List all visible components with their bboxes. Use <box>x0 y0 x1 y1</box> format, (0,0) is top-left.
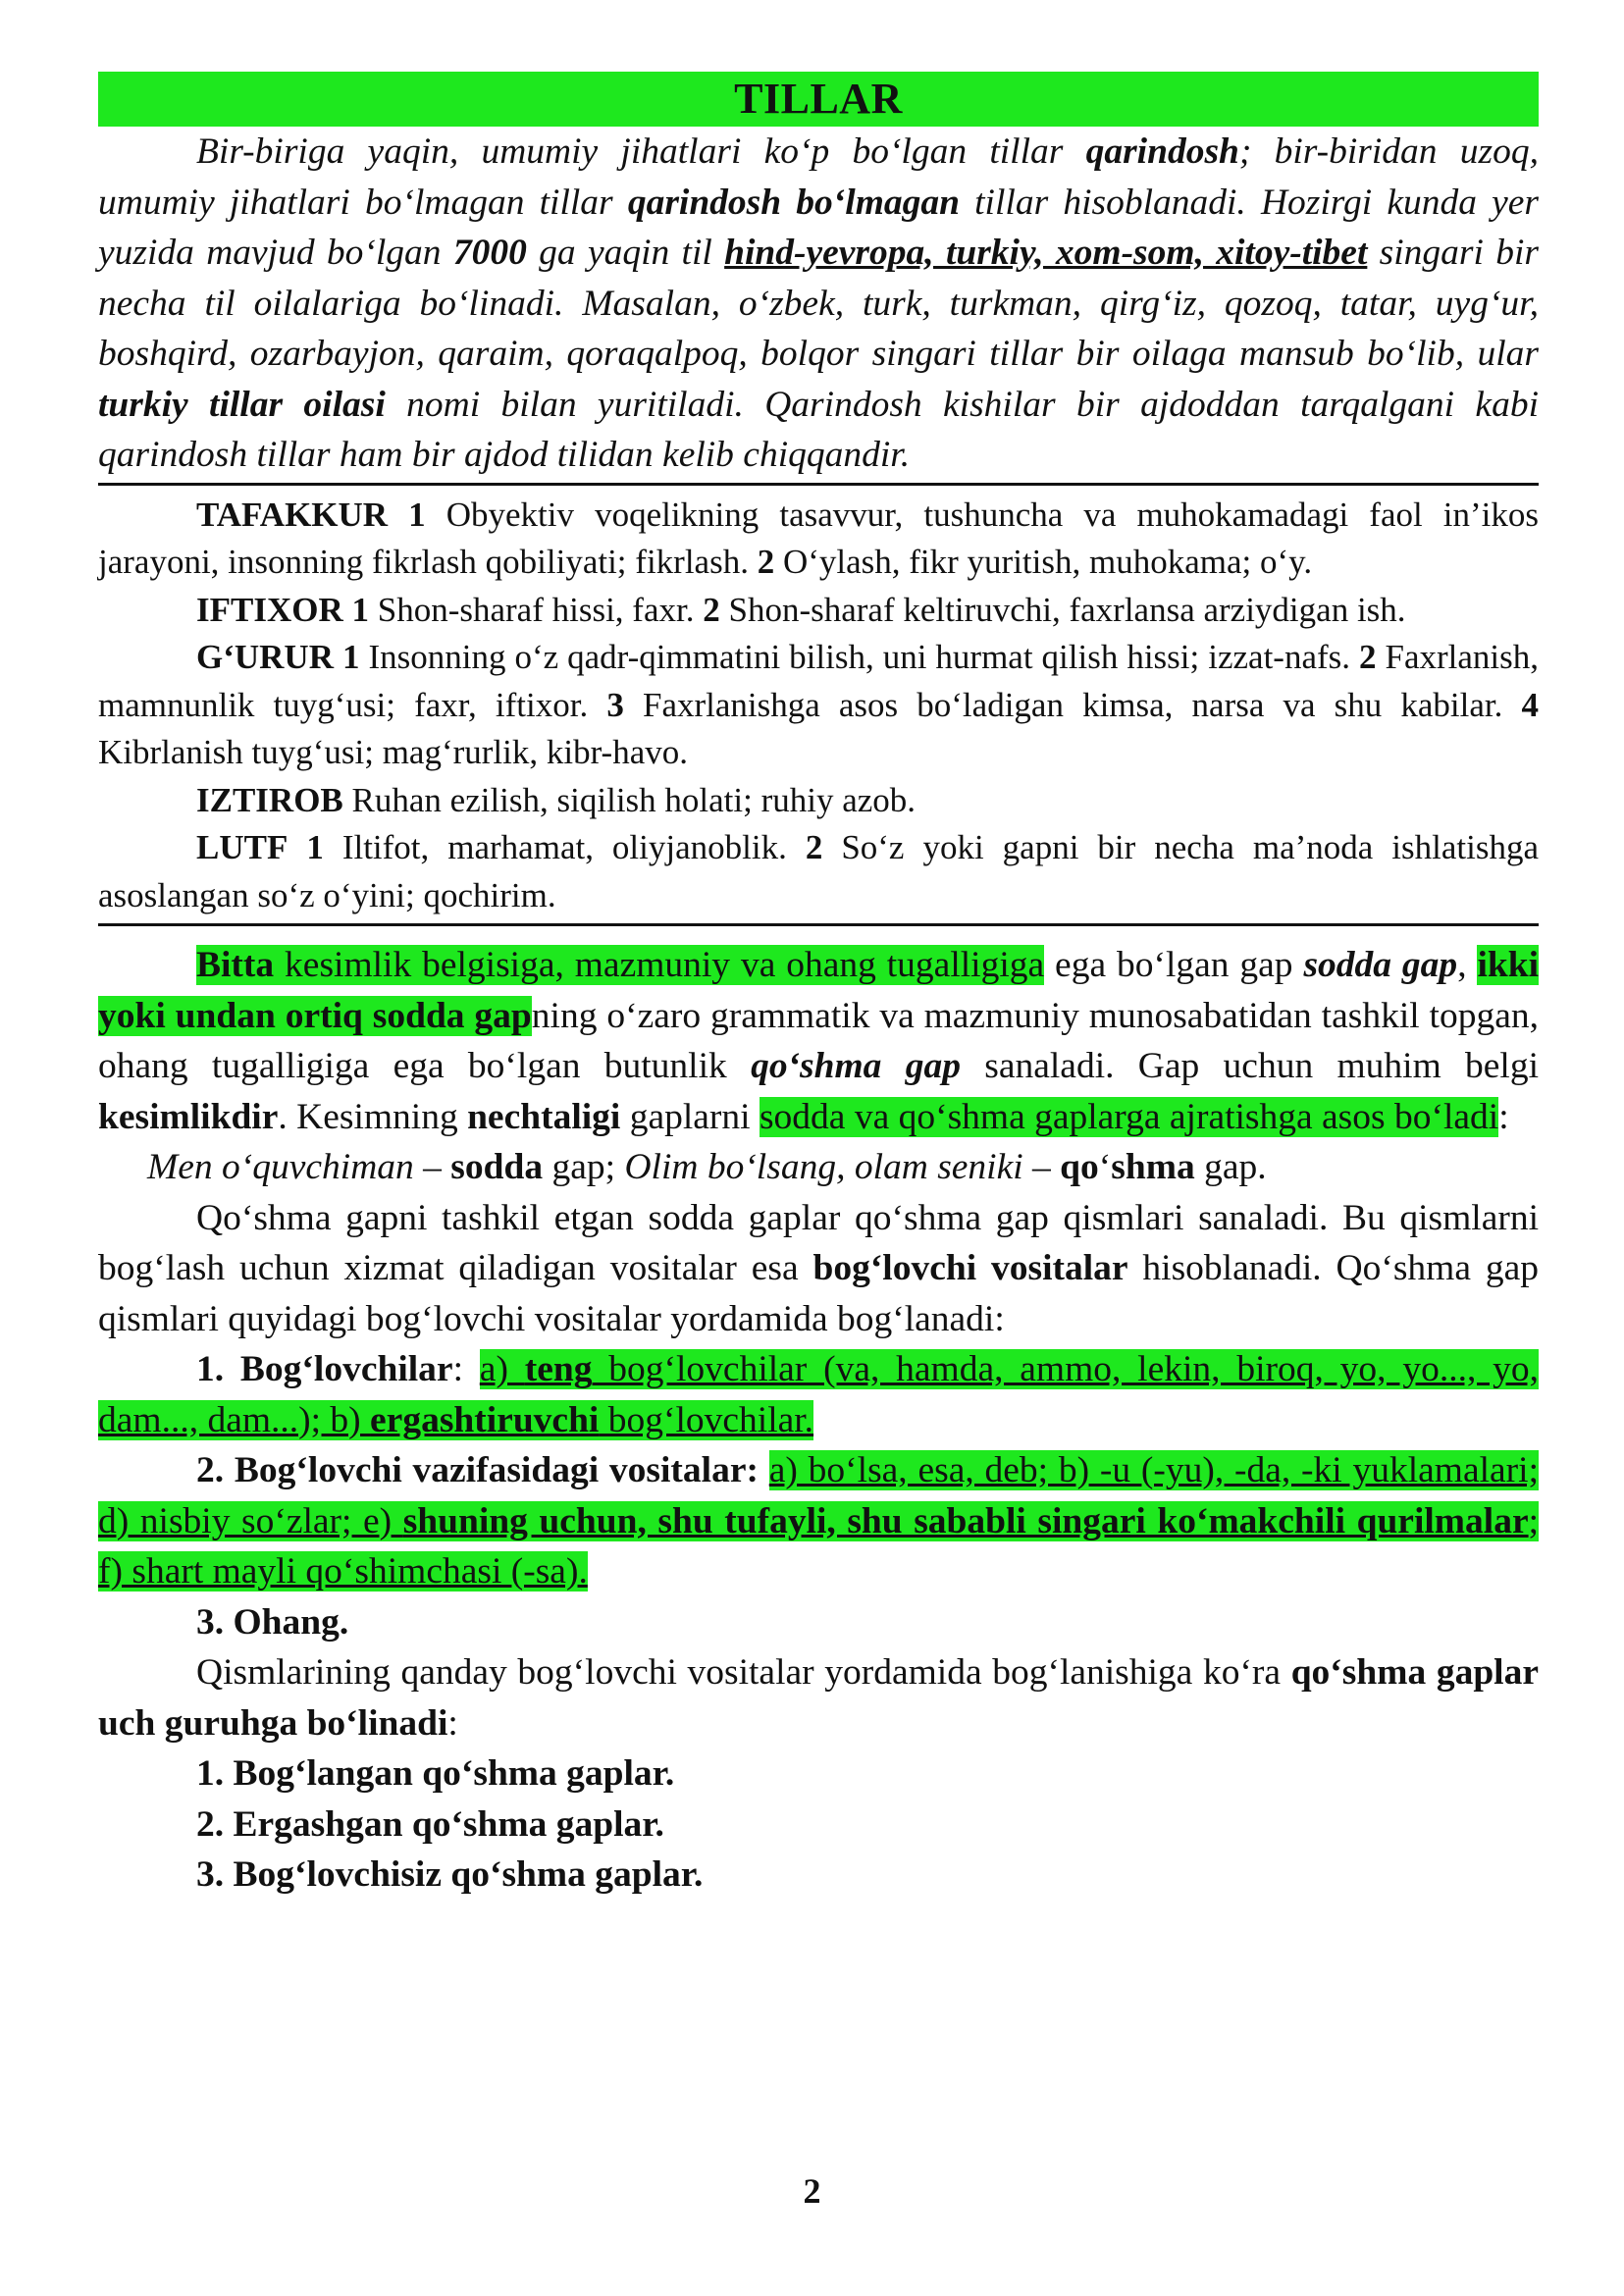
text: – <box>1022 1147 1061 1187</box>
text: singari bir necha til oilalariga bo‘linadi. Masalan, o‘zbek, turk, turkman, qirg‘iz, qozoq, tatar, uyg‘ur, boshqird, ozarbayjon, qaraim, qoraqalpoq, bolqor singari tillar bir oilaga mansub bo‘lib, ular <box>98 233 1539 374</box>
text: gap. <box>1194 1147 1267 1187</box>
grammar-paragraph-1 <box>98 940 1539 1142</box>
text: a) bo‘lsa, esa, deb; b) -u (-yu), -da, -ki yuklamalari; d) nisbiy so‘zlar; e) <box>98 1450 1540 1541</box>
bold-text: teng <box>524 1349 593 1389</box>
sense-number: 2 <box>757 543 775 581</box>
sense-number: 1 <box>306 828 324 866</box>
entry-head: TAFAKKUR <box>196 495 389 534</box>
text: bog‘lovchilar. <box>599 1399 814 1440</box>
entry-head: LUTF <box>196 828 288 866</box>
term-qarindosh-bolmagan: qarindosh bo‘lmagan <box>627 182 960 223</box>
term-qoshma-gap: qo‘shma gap <box>751 1046 961 1086</box>
bold-text: shuning uchun, shu tufayli, shu sababli singari ko‘makchili qurilmalar <box>402 1500 1529 1541</box>
text <box>759 1450 769 1490</box>
sense-text: Insonning o‘z qadr-qimmatini bilish, uni hurmat qilish hissi; izzat-nafs. <box>359 638 1359 676</box>
grammar-section <box>98 926 1539 1901</box>
term-kesimlik: kesimlikdir <box>98 1096 279 1137</box>
sense-text: Iltifot, marhamat, oliyjanoblik. <box>323 828 806 866</box>
text: nomi bilan yuritiladi. Qarindosh kishilar bir ajdoddan tarqalgani kabi qarindosh tillar ham bir ajdod tilidan kelib chiqqandir. <box>98 384 1539 475</box>
text: a) <box>479 1349 525 1389</box>
group-item: 1. Bog‘langan qo‘shma gaplar. <box>196 1753 675 1794</box>
sense-text: Faxrlanishga asos bo‘ladigan kimsa, narsa va shu kabilar. <box>623 685 1522 724</box>
intro-section <box>98 127 1539 486</box>
example-sentence: Men o‘quvchiman <box>147 1147 414 1187</box>
bold-text: shma <box>1111 1147 1195 1187</box>
dictionary-entry <box>98 824 1539 919</box>
term-turkiy-tillar: turkiy tillar oilasi <box>98 384 386 425</box>
list-item-1 <box>98 1344 1539 1445</box>
bold-text: qo <box>1060 1147 1099 1187</box>
bold-text: ergashtiruvchi <box>370 1399 600 1440</box>
highlight <box>196 945 1044 985</box>
text: kesimlik belgisiga, mazmuniy va ohang tugalligiga <box>274 945 1045 985</box>
text: Qo‘shma gapni tashkil etgan sodda gaplar qo‘shma gap qismlari sanaladi. Bu qismlarni bog‘lash uchun xizmat qiladigan vositalar esa <box>98 1197 1539 1288</box>
text: bog‘lovchilar (va, hamda, ammo, lekin, biroq, yo, yo..., yo, dam..., dam...); b) <box>98 1349 1539 1440</box>
group-item: 3. Bog‘lovchisiz qo‘shma gaplar. <box>196 1854 704 1895</box>
grammar-paragraph-2 <box>98 1193 1539 1345</box>
page-number: 2 <box>803 2171 821 2211</box>
example-line <box>98 1142 1539 1193</box>
highlight: ikki yoki undan ortiq sodda gap <box>98 945 1540 1036</box>
text: : <box>447 1702 458 1744</box>
sense-text: Shon-sharaf keltiruvchi, faxrlansa arziydigan ish. <box>719 590 1406 629</box>
sense-number: 1 <box>408 495 426 534</box>
text: sanaladi. Gap uchun muhim belgi <box>960 1046 1539 1086</box>
bold-text: Bitta <box>196 945 275 985</box>
dictionary-entry <box>98 634 1539 777</box>
text: ega bo‘lgan gap <box>1044 945 1304 985</box>
list-item-3: 3. Ohang. <box>196 1601 349 1643</box>
text: gaplarni <box>620 1096 760 1137</box>
dictionary-entry <box>98 492 1539 587</box>
document-page <box>98 72 1539 1901</box>
sense-text: Shon-sharaf hissi, faxr. <box>369 590 704 629</box>
list-item-2 <box>98 1445 1539 1597</box>
dictionary-entry <box>98 777 1539 825</box>
list-heading: 2. Bog‘lovchi vazifasidagi vositalar: <box>196 1450 759 1490</box>
sense-number: 1 <box>341 638 360 676</box>
sense-text: So‘z yoki gapni bir necha ma’noda ishlatishga asoslangan so‘z o‘yini; qochirim. <box>98 828 1539 914</box>
list-heading: 1. Bog‘lovchilar <box>196 1349 453 1389</box>
term-boglovchi-vositalar: bog‘lovchi vositalar <box>812 1248 1128 1288</box>
intro-paragraph <box>98 127 1539 481</box>
text: , <box>1457 945 1478 985</box>
text: Qismlarining qanday bog‘lovchi vositalar yordamida bog‘lanishiga ko‘ra <box>196 1652 1291 1693</box>
sense-text: O‘ylash, fikr yuritish, muhokama; o‘y. <box>774 543 1313 581</box>
sense-number: 2 <box>1359 638 1377 676</box>
text: tillar hisoblanadi. Hozirgi kunda yer yuzida mavjud bo‘lgan <box>98 182 1540 273</box>
sense-number: 2 <box>805 828 823 866</box>
text: : <box>1498 1096 1509 1137</box>
term-nechtaligi: nechtaligi <box>467 1096 621 1137</box>
number-7000: 7000 <box>452 233 527 273</box>
grammar-paragraph-3 <box>98 1647 1539 1748</box>
text: ning o‘zaro grammatik va mazmuniy munosabatidan tashkil topgan, ohang tugalligiga ega bo‘lgan butunlik <box>98 995 1539 1086</box>
sense-number: 1 <box>351 590 369 629</box>
sense-number: 4 <box>1521 685 1540 724</box>
bold-text: qo‘shma gaplar uch guruhga bo‘linadi <box>98 1652 1539 1744</box>
sense-text: Ruhan ezilish, siqilish holati; ruhiy azob. <box>342 780 917 819</box>
text: ‘ <box>1098 1147 1112 1187</box>
text: Bir-biriga yaqin, umumiy jihatlari ko‘p bo‘lgan tillar <box>196 131 1086 172</box>
text: ga yaqin til <box>526 233 725 273</box>
group-item: 2. Ergashgan qo‘shma gaplar. <box>196 1803 664 1845</box>
entry-head: IZTIROB <box>196 780 343 819</box>
bold-text: sodda <box>450 1147 544 1187</box>
sense-number: 3 <box>606 685 624 724</box>
dictionary-section <box>98 486 1539 927</box>
example-sentence: Olim bo‘lsang, olam seniki <box>624 1147 1023 1187</box>
text: . Kesimning <box>278 1096 468 1137</box>
sense-text: Kibrlanish tuyg‘usi; mag‘rurlik, kibr-havo. <box>98 733 688 771</box>
highlight: sodda va qo‘shma gaplarga ajratishga asos bo‘ladi <box>759 1096 1499 1137</box>
dictionary-entry <box>98 587 1539 635</box>
language-families: hind-yevropa, turkiy, xom-som, xitoy-tibet <box>724 233 1368 273</box>
text: ; bir-biridan uzoq, umumiy jihatlari bo‘lmagan tillar <box>98 131 1539 223</box>
entry-head: IFTIXOR <box>196 590 343 629</box>
sense-text: Obyektiv voqelikning tasavvur, tushuncha va muhokamadagi faol in’ikos jarayoni, insonning fikrlash qobiliyati; fikrlash. <box>98 495 1540 581</box>
sense-text: Faxrlanish, mamnunlik tuyg‘usi; faxr, iftixor. <box>98 638 1540 724</box>
term-sodda-gap: sodda gap <box>1303 945 1458 985</box>
section-title: TILLAR <box>98 72 1539 127</box>
text: : <box>452 1349 480 1389</box>
text: – <box>413 1147 451 1187</box>
term-qarindosh: qarindosh <box>1085 131 1239 172</box>
entry-head: G‘URUR <box>196 638 334 676</box>
text: ; f) shart mayli qo‘shimchasi (-sa). <box>98 1500 1540 1592</box>
text: gap; <box>543 1147 625 1187</box>
sense-number: 2 <box>703 590 720 629</box>
text: hisoblanadi. Qo‘shma gap qismlari quyidagi bog‘lovchi vositalar yordamida bog‘lanadi: <box>98 1248 1539 1339</box>
